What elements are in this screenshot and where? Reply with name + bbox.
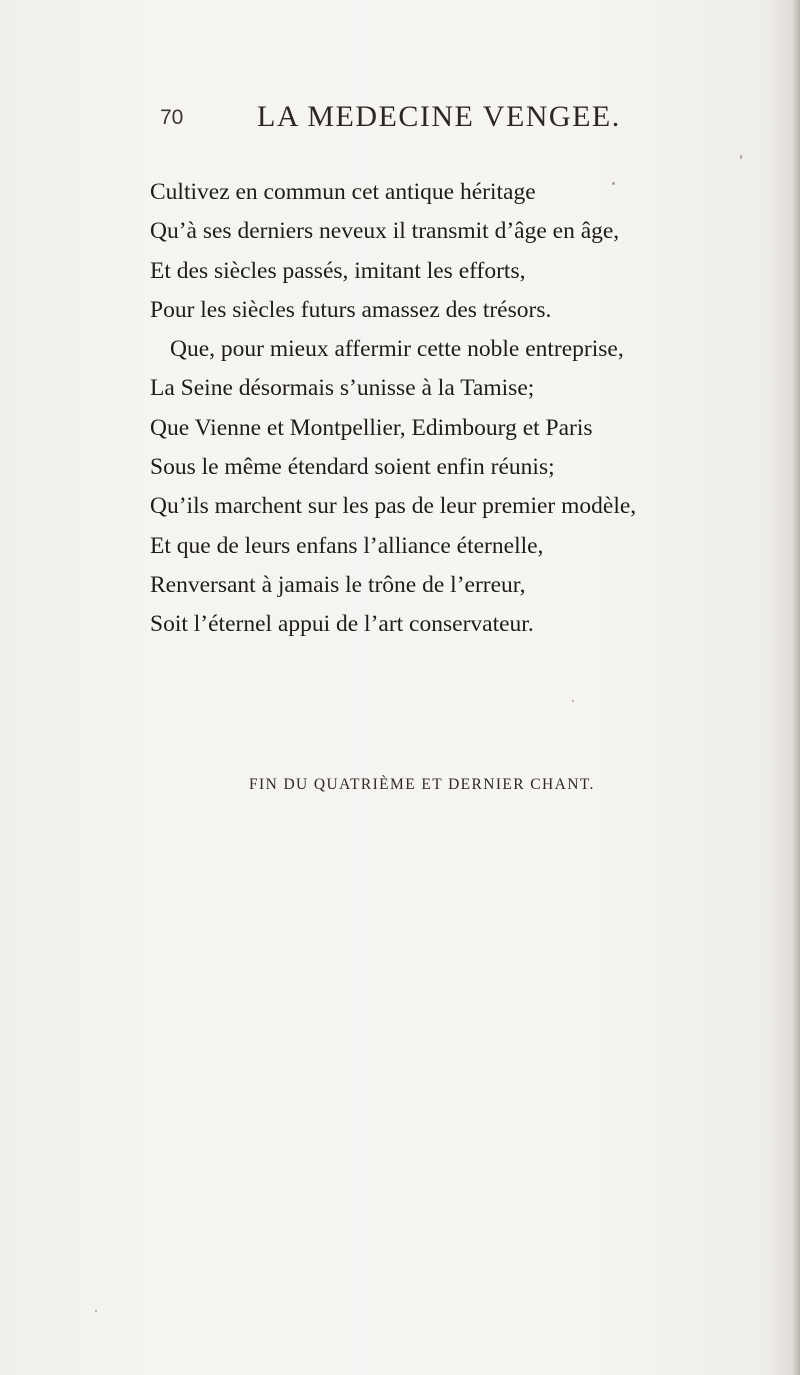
verse-line: Que, pour mieux affermir cette noble entreprise, [170, 336, 624, 363]
verse-line: Soit l’éternel appui de l’art conservateur. [150, 611, 534, 638]
paper-speck [740, 155, 742, 159]
verse-line: Pour les siècles futurs amassez des trésors. [150, 296, 552, 323]
poem-stanza [150, 173, 750, 645]
verse-line: Cultivez en commun cet antique héritage [150, 179, 536, 205]
paper-speck [95, 1310, 97, 1312]
page-edge [793, 0, 800, 1375]
verse-line: Qu’à ses derniers neveux il transmit d’âge en âge, [150, 218, 620, 245]
colophon: FIN DU QUATRIÈME ET DERNIER CHANT. [249, 776, 595, 793]
page-title: LA MEDECINE VENGEE. [257, 100, 621, 133]
verse-line: Sous le même étendard soient enfin réunis; [150, 454, 555, 481]
paper-speck [612, 182, 615, 185]
verse-line: Et que de leurs enfans l’alliance éternelle, [150, 532, 544, 559]
verse-line: Qu’ils marchent sur les pas de leur premier modèle, [150, 493, 637, 520]
running-head [160, 100, 720, 140]
page-number: 70 [160, 106, 184, 129]
verse-line: Que Vienne et Montpellier, Edimbourg et Paris [150, 414, 593, 441]
verse-line: La Seine désormais s’unisse à la Tamise; [150, 375, 535, 402]
verse-line: Et des siècles passés, imitant les efforts, [150, 257, 526, 284]
verse-line: Renversant à jamais le trône de l’erreur, [150, 571, 526, 598]
paper-speck [572, 700, 574, 702]
